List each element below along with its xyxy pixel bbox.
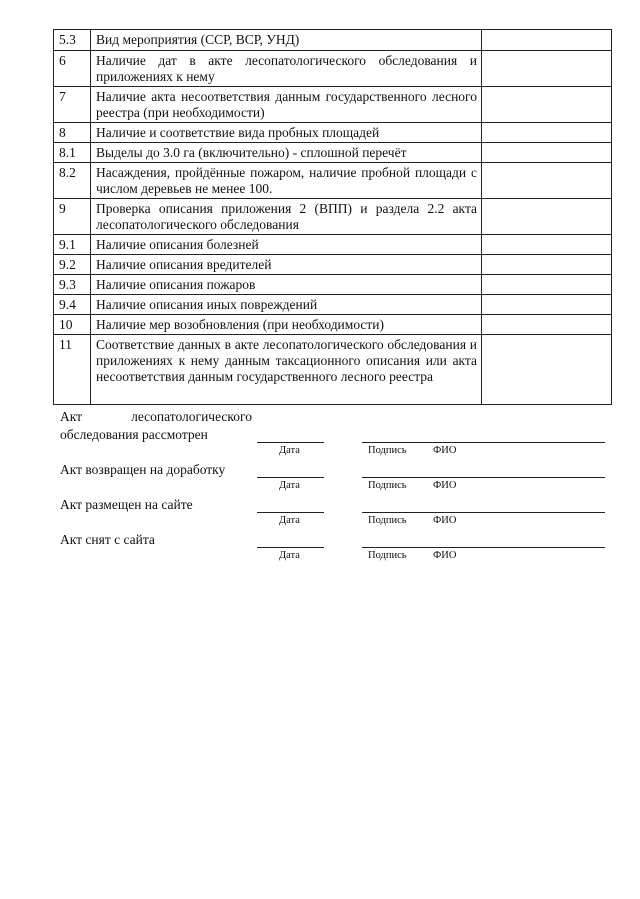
row-text: Наличие дат в акте лесопатологического обследования и приложениях к нему bbox=[91, 51, 482, 87]
table-row bbox=[54, 163, 612, 199]
fio-caption: ФИО bbox=[433, 445, 457, 456]
row-number: 6 bbox=[54, 51, 91, 87]
row-mark-cell[interactable] bbox=[482, 199, 612, 235]
row-number: 7 bbox=[54, 87, 91, 123]
table-row bbox=[54, 315, 612, 335]
row-number: 9.2 bbox=[54, 255, 91, 275]
signature-field-line[interactable] bbox=[362, 512, 605, 513]
row-text: Проверка описания приложения 2 (ВПП) и раздела 2.2 акта лесопатологического обследования bbox=[91, 199, 482, 235]
row-number: 8 bbox=[54, 123, 91, 143]
row-text: Наличие и соответствие вида пробных площадей bbox=[91, 123, 482, 143]
row-text: Наличие акта несоответствия данным государственного лесного реестра (при необходимости) bbox=[91, 87, 482, 123]
table-row bbox=[54, 143, 612, 163]
row-mark-cell[interactable] bbox=[482, 295, 612, 315]
row-text: Наличие описания болезней bbox=[91, 235, 482, 255]
row-number: 11 bbox=[54, 335, 91, 405]
fio-caption: ФИО bbox=[433, 550, 457, 561]
table-row bbox=[54, 199, 612, 235]
row-number: 9.3 bbox=[54, 275, 91, 295]
row-mark-cell[interactable] bbox=[482, 315, 612, 335]
signature-label: Акт снят с сайта bbox=[60, 532, 155, 547]
signature-field-line[interactable] bbox=[362, 477, 605, 478]
row-text: Наличие мер возобновления (при необходимости) bbox=[91, 315, 482, 335]
signature-caption: Подпись bbox=[368, 480, 407, 491]
row-text: Наличие описания вредителей bbox=[91, 255, 482, 275]
table-row bbox=[54, 255, 612, 275]
row-mark-cell[interactable] bbox=[482, 255, 612, 275]
signature-field-line[interactable] bbox=[362, 547, 605, 548]
row-mark-cell[interactable] bbox=[482, 163, 612, 199]
date-caption: Дата bbox=[279, 445, 300, 456]
signature-caption: Подпись bbox=[368, 445, 407, 456]
row-number: 8.2 bbox=[54, 163, 91, 199]
table-row bbox=[54, 235, 612, 255]
table-row bbox=[54, 335, 612, 405]
date-field-line[interactable] bbox=[257, 477, 324, 478]
signature-label: Акт лесопатологического обследования рассмотрен bbox=[60, 409, 252, 442]
row-number: 5.3 bbox=[54, 30, 91, 51]
row-mark-cell[interactable] bbox=[482, 87, 612, 123]
date-field-line[interactable] bbox=[257, 442, 324, 443]
row-mark-cell[interactable] bbox=[482, 275, 612, 295]
row-number: 8.1 bbox=[54, 143, 91, 163]
row-mark-cell[interactable] bbox=[482, 30, 612, 51]
table-row bbox=[54, 51, 612, 87]
date-field-line[interactable] bbox=[257, 547, 324, 548]
date-caption: Дата bbox=[279, 550, 300, 561]
table-row bbox=[54, 275, 612, 295]
signature-caption: Подпись bbox=[368, 515, 407, 526]
date-caption: Дата bbox=[279, 480, 300, 491]
row-number: 9.4 bbox=[54, 295, 91, 315]
row-mark-cell[interactable] bbox=[482, 123, 612, 143]
signature-field-line[interactable] bbox=[362, 442, 605, 443]
row-number: 9 bbox=[54, 199, 91, 235]
row-mark-cell[interactable] bbox=[482, 51, 612, 87]
row-text: Наличие описания иных повреждений bbox=[91, 295, 482, 315]
row-number: 9.1 bbox=[54, 235, 91, 255]
row-text: Выделы до 3.0 га (включительно) - сплошной перечёт bbox=[91, 143, 482, 163]
table-row bbox=[54, 30, 612, 51]
signature-label: Акт возвращен на доработку bbox=[60, 462, 226, 477]
checklist-table bbox=[53, 29, 612, 405]
row-mark-cell[interactable] bbox=[482, 143, 612, 163]
row-text: Наличие описания пожаров bbox=[91, 275, 482, 295]
table-row bbox=[54, 295, 612, 315]
fio-caption: ФИО bbox=[433, 480, 457, 491]
date-caption: Дата bbox=[279, 515, 300, 526]
row-number: 10 bbox=[54, 315, 91, 335]
table-row bbox=[54, 87, 612, 123]
row-text: Соответствие данных в акте лесопатологического обследования и приложениях к нему данным таксационного описания или акта несоответствия данным государственного лесного реестра bbox=[91, 335, 482, 405]
signature-label: Акт размещен на сайте bbox=[60, 497, 193, 512]
date-field-line[interactable] bbox=[257, 512, 324, 513]
row-mark-cell[interactable] bbox=[482, 235, 612, 255]
row-text: Насаждения, пройдённые пожаром, наличие пробной площади с числом деревьев не менее 100. bbox=[91, 163, 482, 199]
row-text: Вид мероприятия (ССР, ВСР, УНД) bbox=[91, 30, 482, 51]
row-mark-cell[interactable] bbox=[482, 335, 612, 405]
signature-caption: Подпись bbox=[368, 550, 407, 561]
fio-caption: ФИО bbox=[433, 515, 457, 526]
table-row bbox=[54, 123, 612, 143]
